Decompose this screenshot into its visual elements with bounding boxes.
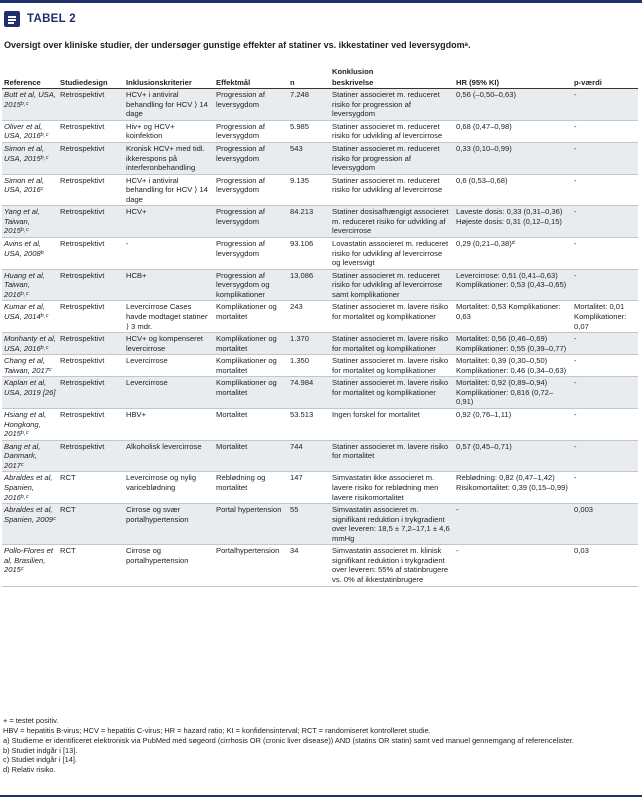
cell-p-value: - <box>574 121 577 131</box>
cell-n: 93.106 <box>290 239 314 248</box>
cell-criteria: HCV+ og kompenseret levercirrose <box>126 334 204 353</box>
cell-n: 13.086 <box>290 270 314 280</box>
cell-criteria: Levercirrose <box>126 356 168 366</box>
cell-description: Statiner associeret m. lavere risiko for mortalitet <box>332 441 449 461</box>
document-icon <box>4 11 20 27</box>
cell-hr: 0,92 (0,76–1,11) <box>456 410 512 419</box>
footnotes <box>3 716 637 775</box>
cell-hr: 0,56 (–0,50–0,63) <box>456 90 516 100</box>
cell-p-value: - <box>574 334 577 344</box>
cell-reference: Huang et al, Taiwan, 2016ᵇ˒ᶜ <box>4 270 45 299</box>
cell-reference: Abraldes et al, Spanien, 2016ᵇ˒ᶜ <box>4 473 53 502</box>
cell-description: Statiner associeret m. lavere risiko for mortalitet og komplikationer <box>332 302 449 321</box>
footnote: a) Studierne er identificeret elektronisk via PubMed med søgeord (cirrhosis OR (cronic liver disease)) AND (statins OR statin) samt ved manuel gennemgang af referencelister. <box>3 735 574 745</box>
cell-p-value: Mortalitet: 0,01 Komplikationer: 0,07 <box>574 302 627 331</box>
cell-reference: Oliver et al, USA, 2016ᵇ˒ᶜ <box>4 121 49 141</box>
cell-criteria: HCB+ <box>126 270 147 280</box>
cell-design: Retrospektivt <box>60 175 105 185</box>
cell-hr: Levercirrose: 0,51 (0,41–0,63) Komplikationer: 0,53 (0,43–0,65) <box>456 270 567 290</box>
cell-p-value: - <box>574 441 577 451</box>
cell-effect: Komplikationer og mortalitet <box>216 334 277 353</box>
table-row <box>2 238 638 270</box>
cell-n: 74.984 <box>290 378 314 388</box>
cell-reference: Simon et al, USA, 2016ᶜ <box>4 175 45 195</box>
bottom-rule <box>0 795 642 797</box>
cell-p-value: - <box>574 207 577 217</box>
cell-effect: Progression af leversygdom <box>216 90 265 109</box>
cell-reference: Kumar et al, USA, 2014ᵇ˒ᶜ <box>4 302 49 321</box>
cell-hr: 0,29 (0,21–0,38)ᵈ <box>456 239 515 248</box>
cell-effect: Mortalitet <box>216 410 248 419</box>
table-row <box>2 409 638 441</box>
cell-reference: Bang et al, Danmark, 2017ᶜ <box>4 441 41 470</box>
cell-description: Statiner dosisafhængigt associeret m. reduceret risiko for udvikling af levercirrose <box>332 207 449 236</box>
cell-hr: Mortalitet: 0,39 (0,30–0,50) Komplikationer: 0,46 (0,34–0,63) <box>456 356 567 375</box>
cell-criteria: Levercirrose og nylig variceblødning <box>126 473 197 492</box>
cell-effect: Progression af leversygdom <box>216 143 265 163</box>
cell-design: RCT <box>60 505 76 515</box>
cell-n: 1.350 <box>290 356 310 366</box>
cell-description: Statiner associeret m. lavere risiko for mortalitet og komplikationer <box>332 356 449 375</box>
header-n: n <box>288 77 330 89</box>
cell-criteria: Hiv+ og HCV+ koinfektion <box>126 121 175 141</box>
cell-p-value: - <box>574 473 577 483</box>
cell-criteria: Alkoholisk levercirrose <box>126 441 202 451</box>
table-row <box>2 440 638 472</box>
cell-reference: Chang et al, Taiwan, 2017ᶜ <box>4 356 52 375</box>
cell-hr: 0,33 (0,10–0,99) <box>456 143 512 153</box>
cell-description: Statiner associeret m. reduceret risiko for udvikling af levercirrose samt komplikationer <box>332 270 443 299</box>
cell-reference: Monhanty et al, USA, 2016ᵇ˒ᶜ <box>4 334 56 353</box>
cell-description: Lovastatin associeret m. reduceret risiko for udvikling af levercirrose og leversvigt <box>332 239 449 268</box>
cell-description: Statiner associeret m. reduceret risiko for udvikling af levercirrose <box>332 121 443 141</box>
cell-criteria: HCV+ i antiviral behandling for HCV ⟩ 14 dage <box>126 90 208 119</box>
cell-effect: Komplikationer og mortalitet <box>216 356 277 375</box>
footnote: d) Relativ risiko. <box>3 765 56 775</box>
cell-n: 55 <box>290 505 299 515</box>
table-row <box>2 206 638 238</box>
cell-hr: Reblødning: 0,82 (0,47–1,42) Risikomortalitet: 0,39 (0,15–0,99) <box>456 473 568 492</box>
cell-criteria: HBV+ <box>126 410 147 419</box>
cell-design: Retrospektivt <box>60 143 105 153</box>
table-row <box>2 504 638 545</box>
cell-n: 147 <box>290 473 303 483</box>
cell-n: 34 <box>290 546 299 556</box>
cell-design: Retrospektivt <box>60 90 105 100</box>
cell-reference: Butt et al, USA, 2015ᵇ˒ᶜ <box>4 90 56 109</box>
studies-table <box>2 66 638 587</box>
cell-reference: Simon et al, USA, 2015ᵇ˒ᶜ <box>4 143 49 163</box>
footnote: b) Studiet indgår i [13]. <box>3 745 78 755</box>
cell-effect: Portal hypertension <box>216 505 282 515</box>
table-row <box>2 89 638 121</box>
table-row <box>2 174 638 206</box>
cell-n: 1.370 <box>290 334 310 344</box>
top-rule <box>0 0 642 3</box>
cell-n: 543 <box>290 143 303 153</box>
table-row <box>2 355 638 377</box>
cell-description: Statiner associeret m. reduceret risiko for udvikling af levercirrose <box>332 175 443 195</box>
cell-hr: 0,68 (0,47–0,98) <box>456 121 512 131</box>
cell-criteria: Cirrose og svær portalhypertension <box>126 505 189 524</box>
cell-p-value: - <box>574 356 577 366</box>
cell-hr: - <box>456 546 459 556</box>
cell-p-value: - <box>574 143 577 153</box>
conclusion-group-header: Konklusion <box>332 67 374 76</box>
cell-design: RCT <box>60 546 76 556</box>
cell-p-value: 0,03 <box>574 546 589 556</box>
cell-design: Retrospektivt <box>60 302 105 312</box>
cell-design: Retrospektivt <box>60 378 105 388</box>
cell-description: Statiner associeret m. lavere risiko for mortalitet og komplikationer <box>332 378 449 397</box>
cell-n: 5.985 <box>290 121 310 131</box>
cell-reference: Yang et al, Taiwan, 2015ᵇ˒ᶜ <box>4 207 40 236</box>
cell-description: Statiner associeret m. reduceret risiko for progression af leversygdom <box>332 90 440 119</box>
cell-effect: Portalhypertension <box>216 546 280 556</box>
table-row <box>2 545 638 586</box>
cell-reference: Hsiang et al, Hongkong, 2015ᵇ˒ᶜ <box>4 410 47 439</box>
cell-p-value: - <box>574 90 577 100</box>
cell-hr: Mortalitet: 0,56 (0,46–0,69) Komplikationer: 0,55 (0,39–0,77) <box>456 334 567 353</box>
cell-p-value: 0,003 <box>574 505 594 515</box>
cell-n: 9.135 <box>290 175 310 185</box>
cell-design: Retrospektivt <box>60 334 105 344</box>
cell-n: 84.213 <box>290 207 314 217</box>
cell-design: Retrospektivt <box>60 121 105 131</box>
cell-p-value: - <box>574 378 577 388</box>
cell-hr: Mortalitet: 0,53 Komplikationer: 0,63 <box>456 302 561 321</box>
cell-n: 7.248 <box>290 90 310 100</box>
table-header <box>4 10 76 28</box>
cell-n: 243 <box>290 302 303 312</box>
cell-criteria: Cirrose og portalhypertension <box>126 546 189 565</box>
header-criteria: Inklusionskriterier <box>124 77 214 89</box>
footnote: + = testet positiv. <box>3 716 59 725</box>
cell-criteria: Levercirrose Cases havde modtaget statiner ⟩ 3 mdr. <box>126 302 208 331</box>
cell-p-value: - <box>574 175 577 185</box>
table-row <box>2 120 638 142</box>
header-description: beskrivelse <box>330 77 454 89</box>
cell-p-value: - <box>574 270 577 280</box>
cell-criteria: Levercirrose <box>126 378 168 388</box>
cell-effect: Reblødning og mortalitet <box>216 473 266 492</box>
footnote: c) Studiet indgår i [14]. <box>3 755 77 765</box>
cell-effect: Mortalitet <box>216 441 248 451</box>
cell-hr: Laveste dosis: 0,33 (0,31–0,36) Højeste dosis: 0,31 (0,12–0,15) <box>456 207 563 226</box>
cell-reference: Pollo-Flores et al, Brasilien, 2015ᶜ <box>4 546 53 575</box>
cell-reference: Abraldes et al, Spanien, 2009ᶜ <box>4 505 56 524</box>
cell-n: 744 <box>290 441 303 451</box>
footnote: HBV = hepatitis B-virus; HCV = hepatitis C-virus; HR = hazard ratio; KI = konfidensinterval; RCT = randomiseret kontrolleret studie. <box>3 725 431 735</box>
cell-criteria: - <box>126 239 129 248</box>
header-design: Studiedesign <box>58 77 124 89</box>
cell-reference: Avins et al, USA, 2008ᵇ <box>4 239 44 258</box>
cell-hr: Mortalitet: 0,92 (0,89–0,94) Komplikationer: 0,816 (0,72–0,91) <box>456 378 554 407</box>
cell-hr: 0,57 (0,45–0,71) <box>456 441 512 451</box>
cell-criteria: HCV+ <box>126 207 147 217</box>
cell-p-value: - <box>574 239 577 248</box>
table-row <box>2 301 638 333</box>
cell-effect: Progression af leversygdom <box>216 175 265 195</box>
header-reference: Reference <box>2 77 58 89</box>
cell-description: Statiner associeret m. reduceret risiko for progression af leversygdom <box>332 143 440 173</box>
cell-design: Retrospektivt <box>60 410 105 419</box>
cell-design: RCT <box>60 473 76 483</box>
cell-criteria: Kronisk HCV+ med tidl. ikkerespons på interferonbehandling <box>126 143 205 173</box>
cell-design: Retrospektivt <box>60 270 105 280</box>
table-caption: Oversigt over kliniske studier, der undersøger gunstige effekter af statiner vs. ikkestatiner ved leversygdomᵃ. <box>4 40 471 50</box>
cell-criteria: HCV+ i antiviral behandling for HCV ⟩ 14 dage <box>126 175 208 204</box>
cell-design: Retrospektivt <box>60 441 105 451</box>
cell-p-value: - <box>574 410 577 419</box>
cell-description: Statiner associeret m. lavere risiko for mortalitet og komplikationer <box>332 334 449 353</box>
cell-design: Retrospektivt <box>60 239 105 248</box>
header-hr: HR (95% KI) <box>454 77 572 89</box>
cell-effect: Progression af leversygdom og komplikationer <box>216 270 270 299</box>
cell-design: Retrospektivt <box>60 356 105 366</box>
cell-effect: Komplikationer og mortalitet <box>216 378 277 397</box>
table-row <box>2 269 638 301</box>
table-row <box>2 377 638 409</box>
cell-effect: Komplikationer og mortalitet <box>216 302 277 321</box>
header-effect: Effektmål <box>214 77 288 89</box>
cell-description: Ingen forskel for mortalitet <box>332 410 420 419</box>
cell-effect: Progression af leversygdom <box>216 121 265 141</box>
table-title: TABEL 2 <box>27 13 76 25</box>
cell-description: Simvastatin ikke associeret m. lavere risiko for reblødning men lavere risikomortalitet <box>332 473 439 502</box>
cell-design: Retrospektivt <box>60 207 105 217</box>
cell-reference: Kaplan et al, USA, 2019 [26] <box>4 378 56 397</box>
cell-effect: Progression af leversygdom <box>216 239 265 258</box>
cell-description: Simvastatin associeret m. signifikant reduktion i trykgradient over leveren: 18,5 ± 7,2–17,1 ± 4,6 mmHg <box>332 505 450 543</box>
cell-description: Simvastatin associeret m. klinisk signifikant reduktion i trykgradient over leveren: 55% af statinbrugere vs. 0% af ikkestatinbrugere <box>332 546 449 584</box>
cell-hr: 0,6 (0,53–0,68) <box>456 175 508 185</box>
table-row <box>2 142 638 174</box>
cell-hr: - <box>456 505 459 515</box>
cell-effect: Progression af leversygdom <box>216 207 265 226</box>
cell-n: 53.513 <box>290 410 314 419</box>
table-row <box>2 472 638 504</box>
header-p-value: p-værdi <box>572 77 638 89</box>
table-row <box>2 333 638 355</box>
